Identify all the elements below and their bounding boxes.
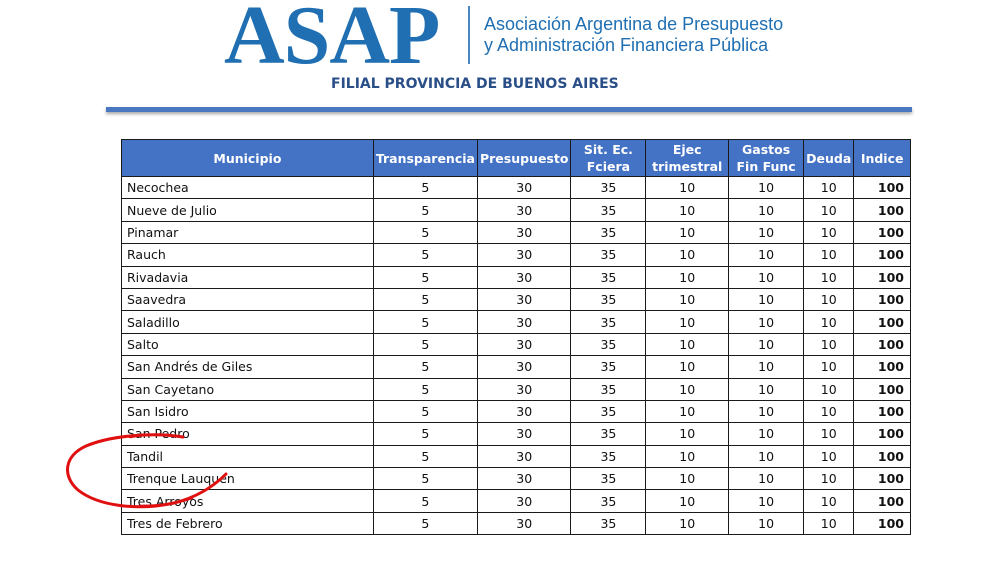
org-name-line-1: Asociación Argentina de Presupuesto — [484, 14, 784, 34]
cell-deuda: 10 — [804, 333, 854, 355]
cell-indice: 100 — [854, 512, 911, 534]
cell-deuda: 10 — [804, 423, 854, 445]
cell-presupuesto: 30 — [477, 512, 570, 534]
cell-presupuesto: 30 — [477, 333, 570, 355]
cell-indice: 100 — [854, 400, 911, 422]
cell-sit: 35 — [571, 356, 646, 378]
filial-title: FILIAL PROVINCIA DE BUENOS AIRES — [331, 76, 619, 92]
cell-presupuesto: 30 — [477, 266, 570, 288]
cell-sit: 35 — [571, 266, 646, 288]
cell-ejec: 10 — [646, 177, 729, 199]
header-gastos-fin-func — [729, 140, 804, 177]
cell-municipio: San Andrés de Giles — [122, 356, 374, 378]
org-name-line-2: y Administración Financiera Pública — [484, 35, 769, 55]
logo-divider — [468, 6, 470, 64]
header-sit-ec-fciera — [571, 140, 646, 177]
table-row — [122, 199, 911, 221]
cell-indice: 100 — [854, 445, 911, 467]
header-indice: Indice — [854, 140, 911, 177]
cell-sit: 35 — [571, 177, 646, 199]
cell-ejec: 10 — [646, 423, 729, 445]
cell-deuda: 10 — [804, 512, 854, 534]
cell-indice: 100 — [854, 311, 911, 333]
cell-deuda: 10 — [804, 400, 854, 422]
cell-sit: 35 — [571, 378, 646, 400]
cell-deuda: 10 — [804, 221, 854, 243]
cell-presupuesto: 30 — [477, 356, 570, 378]
cell-transparencia: 5 — [373, 311, 477, 333]
cell-ejec: 10 — [646, 244, 729, 266]
cell-ejec: 10 — [646, 378, 729, 400]
cell-gastos: 10 — [729, 333, 804, 355]
table-row — [122, 356, 911, 378]
cell-presupuesto: 30 — [477, 423, 570, 445]
header-deuda: Deuda — [804, 140, 854, 177]
table-body — [122, 177, 911, 535]
cell-gastos: 10 — [729, 177, 804, 199]
header-sit-line-2: Fciera — [586, 159, 631, 174]
cell-indice: 100 — [854, 333, 911, 355]
org-name — [484, 14, 783, 56]
cell-transparencia: 5 — [373, 356, 477, 378]
cell-indice: 100 — [854, 423, 911, 445]
cell-deuda: 10 — [804, 490, 854, 512]
cell-sit: 35 — [571, 445, 646, 467]
cell-presupuesto: 30 — [477, 244, 570, 266]
cell-transparencia: 5 — [373, 490, 477, 512]
header-municipio: Municipio — [122, 140, 374, 177]
cell-presupuesto: 30 — [477, 445, 570, 467]
cell-presupuesto: 30 — [477, 468, 570, 490]
cell-municipio: Trenque Lauquen — [122, 468, 374, 490]
cell-deuda: 10 — [804, 288, 854, 310]
cell-sit: 35 — [571, 244, 646, 266]
cell-municipio: Necochea — [122, 177, 374, 199]
cell-transparencia: 5 — [373, 288, 477, 310]
cell-gastos: 10 — [729, 266, 804, 288]
cell-municipio: San Isidro — [122, 400, 374, 422]
header-gastos-line-2: Fin Func — [736, 159, 796, 174]
cell-transparencia: 5 — [373, 333, 477, 355]
table-row — [122, 490, 911, 512]
table-row — [122, 177, 911, 199]
table-row — [122, 221, 911, 243]
cell-transparencia: 5 — [373, 445, 477, 467]
cell-sit: 35 — [571, 423, 646, 445]
cell-deuda: 10 — [804, 244, 854, 266]
cell-deuda: 10 — [804, 311, 854, 333]
cell-gastos: 10 — [729, 221, 804, 243]
cell-indice: 100 — [854, 199, 911, 221]
cell-presupuesto: 30 — [477, 288, 570, 310]
cell-sit: 35 — [571, 400, 646, 422]
header-gastos-line-1: Gastos — [742, 142, 791, 157]
cell-transparencia: 5 — [373, 266, 477, 288]
table-row — [122, 423, 911, 445]
cell-deuda: 10 — [804, 199, 854, 221]
cell-ejec: 10 — [646, 221, 729, 243]
cell-municipio: Salto — [122, 333, 374, 355]
cell-gastos: 10 — [729, 400, 804, 422]
cell-presupuesto: 30 — [477, 311, 570, 333]
header-rule — [106, 107, 912, 112]
cell-indice: 100 — [854, 468, 911, 490]
cell-ejec: 10 — [646, 445, 729, 467]
cell-gastos: 10 — [729, 445, 804, 467]
cell-ejec: 10 — [646, 333, 729, 355]
header-presupuesto: Presupuesto — [477, 140, 570, 177]
cell-ejec: 10 — [646, 490, 729, 512]
cell-presupuesto: 30 — [477, 221, 570, 243]
cell-indice: 100 — [854, 177, 911, 199]
cell-ejec: 10 — [646, 199, 729, 221]
cell-transparencia: 5 — [373, 512, 477, 534]
cell-sit: 35 — [571, 490, 646, 512]
cell-transparencia: 5 — [373, 378, 477, 400]
cell-indice: 100 — [854, 378, 911, 400]
cell-municipio: San Pedro — [122, 423, 374, 445]
table-row — [122, 244, 911, 266]
cell-ejec: 10 — [646, 288, 729, 310]
cell-deuda: 10 — [804, 378, 854, 400]
cell-municipio: Tandil — [122, 445, 374, 467]
cell-ejec: 10 — [646, 400, 729, 422]
cell-municipio: Saavedra — [122, 288, 374, 310]
cell-gastos: 10 — [729, 468, 804, 490]
cell-transparencia: 5 — [373, 423, 477, 445]
cell-gastos: 10 — [729, 512, 804, 534]
cell-transparencia: 5 — [373, 199, 477, 221]
cell-presupuesto: 30 — [477, 400, 570, 422]
table-row — [122, 400, 911, 422]
cell-municipio: Rauch — [122, 244, 374, 266]
header-ejec-trimestral — [646, 140, 729, 177]
cell-gastos: 10 — [729, 356, 804, 378]
cell-indice: 100 — [854, 490, 911, 512]
cell-sit: 35 — [571, 288, 646, 310]
cell-sit: 35 — [571, 512, 646, 534]
table-row — [122, 468, 911, 490]
cell-deuda: 10 — [804, 468, 854, 490]
header-ejec-line-2: trimestral — [652, 159, 723, 174]
cell-presupuesto: 30 — [477, 177, 570, 199]
table-row — [122, 288, 911, 310]
cell-gastos: 10 — [729, 244, 804, 266]
cell-ejec: 10 — [646, 266, 729, 288]
cell-transparencia: 5 — [373, 400, 477, 422]
cell-deuda: 10 — [804, 266, 854, 288]
cell-sit: 35 — [571, 468, 646, 490]
cell-gastos: 10 — [729, 288, 804, 310]
cell-deuda: 10 — [804, 445, 854, 467]
cell-municipio: Pinamar — [122, 221, 374, 243]
cell-transparencia: 5 — [373, 221, 477, 243]
cell-gastos: 10 — [729, 378, 804, 400]
table-row — [122, 266, 911, 288]
table-row — [122, 311, 911, 333]
table-row — [122, 512, 911, 534]
cell-indice: 100 — [854, 221, 911, 243]
cell-transparencia: 5 — [373, 244, 477, 266]
cell-ejec: 10 — [646, 356, 729, 378]
cell-municipio: San Cayetano — [122, 378, 374, 400]
table-row — [122, 333, 911, 355]
cell-sit: 35 — [571, 333, 646, 355]
cell-municipio: Tres Arroyos — [122, 490, 374, 512]
cell-ejec: 10 — [646, 311, 729, 333]
cell-gastos: 10 — [729, 199, 804, 221]
header-ejec-line-1: Ejec — [672, 142, 702, 157]
table-header-row — [122, 140, 911, 177]
cell-sit: 35 — [571, 311, 646, 333]
table-row — [122, 378, 911, 400]
cell-indice: 100 — [854, 356, 911, 378]
cell-gastos: 10 — [729, 490, 804, 512]
header-transparencia: Transparencia — [373, 140, 477, 177]
table-row — [122, 445, 911, 467]
cell-indice: 100 — [854, 288, 911, 310]
cell-deuda: 10 — [804, 177, 854, 199]
cell-deuda: 10 — [804, 356, 854, 378]
cell-gastos: 10 — [729, 423, 804, 445]
cell-municipio: Nueve de Julio — [122, 199, 374, 221]
cell-ejec: 10 — [646, 512, 729, 534]
cell-municipio: Tres de Febrero — [122, 512, 374, 534]
cell-presupuesto: 30 — [477, 199, 570, 221]
logo-wordmark: ASAP — [224, 0, 440, 82]
cell-ejec: 10 — [646, 468, 729, 490]
municipality-scores-table — [121, 139, 911, 535]
cell-sit: 35 — [571, 199, 646, 221]
header-sit-line-1: Sit. Ec. — [583, 142, 633, 157]
cell-presupuesto: 30 — [477, 378, 570, 400]
cell-presupuesto: 30 — [477, 490, 570, 512]
cell-indice: 100 — [854, 244, 911, 266]
cell-indice: 100 — [854, 266, 911, 288]
cell-municipio: Rivadavia — [122, 266, 374, 288]
cell-transparencia: 5 — [373, 468, 477, 490]
cell-sit: 35 — [571, 221, 646, 243]
cell-municipio: Saladillo — [122, 311, 374, 333]
cell-gastos: 10 — [729, 311, 804, 333]
cell-transparencia: 5 — [373, 177, 477, 199]
